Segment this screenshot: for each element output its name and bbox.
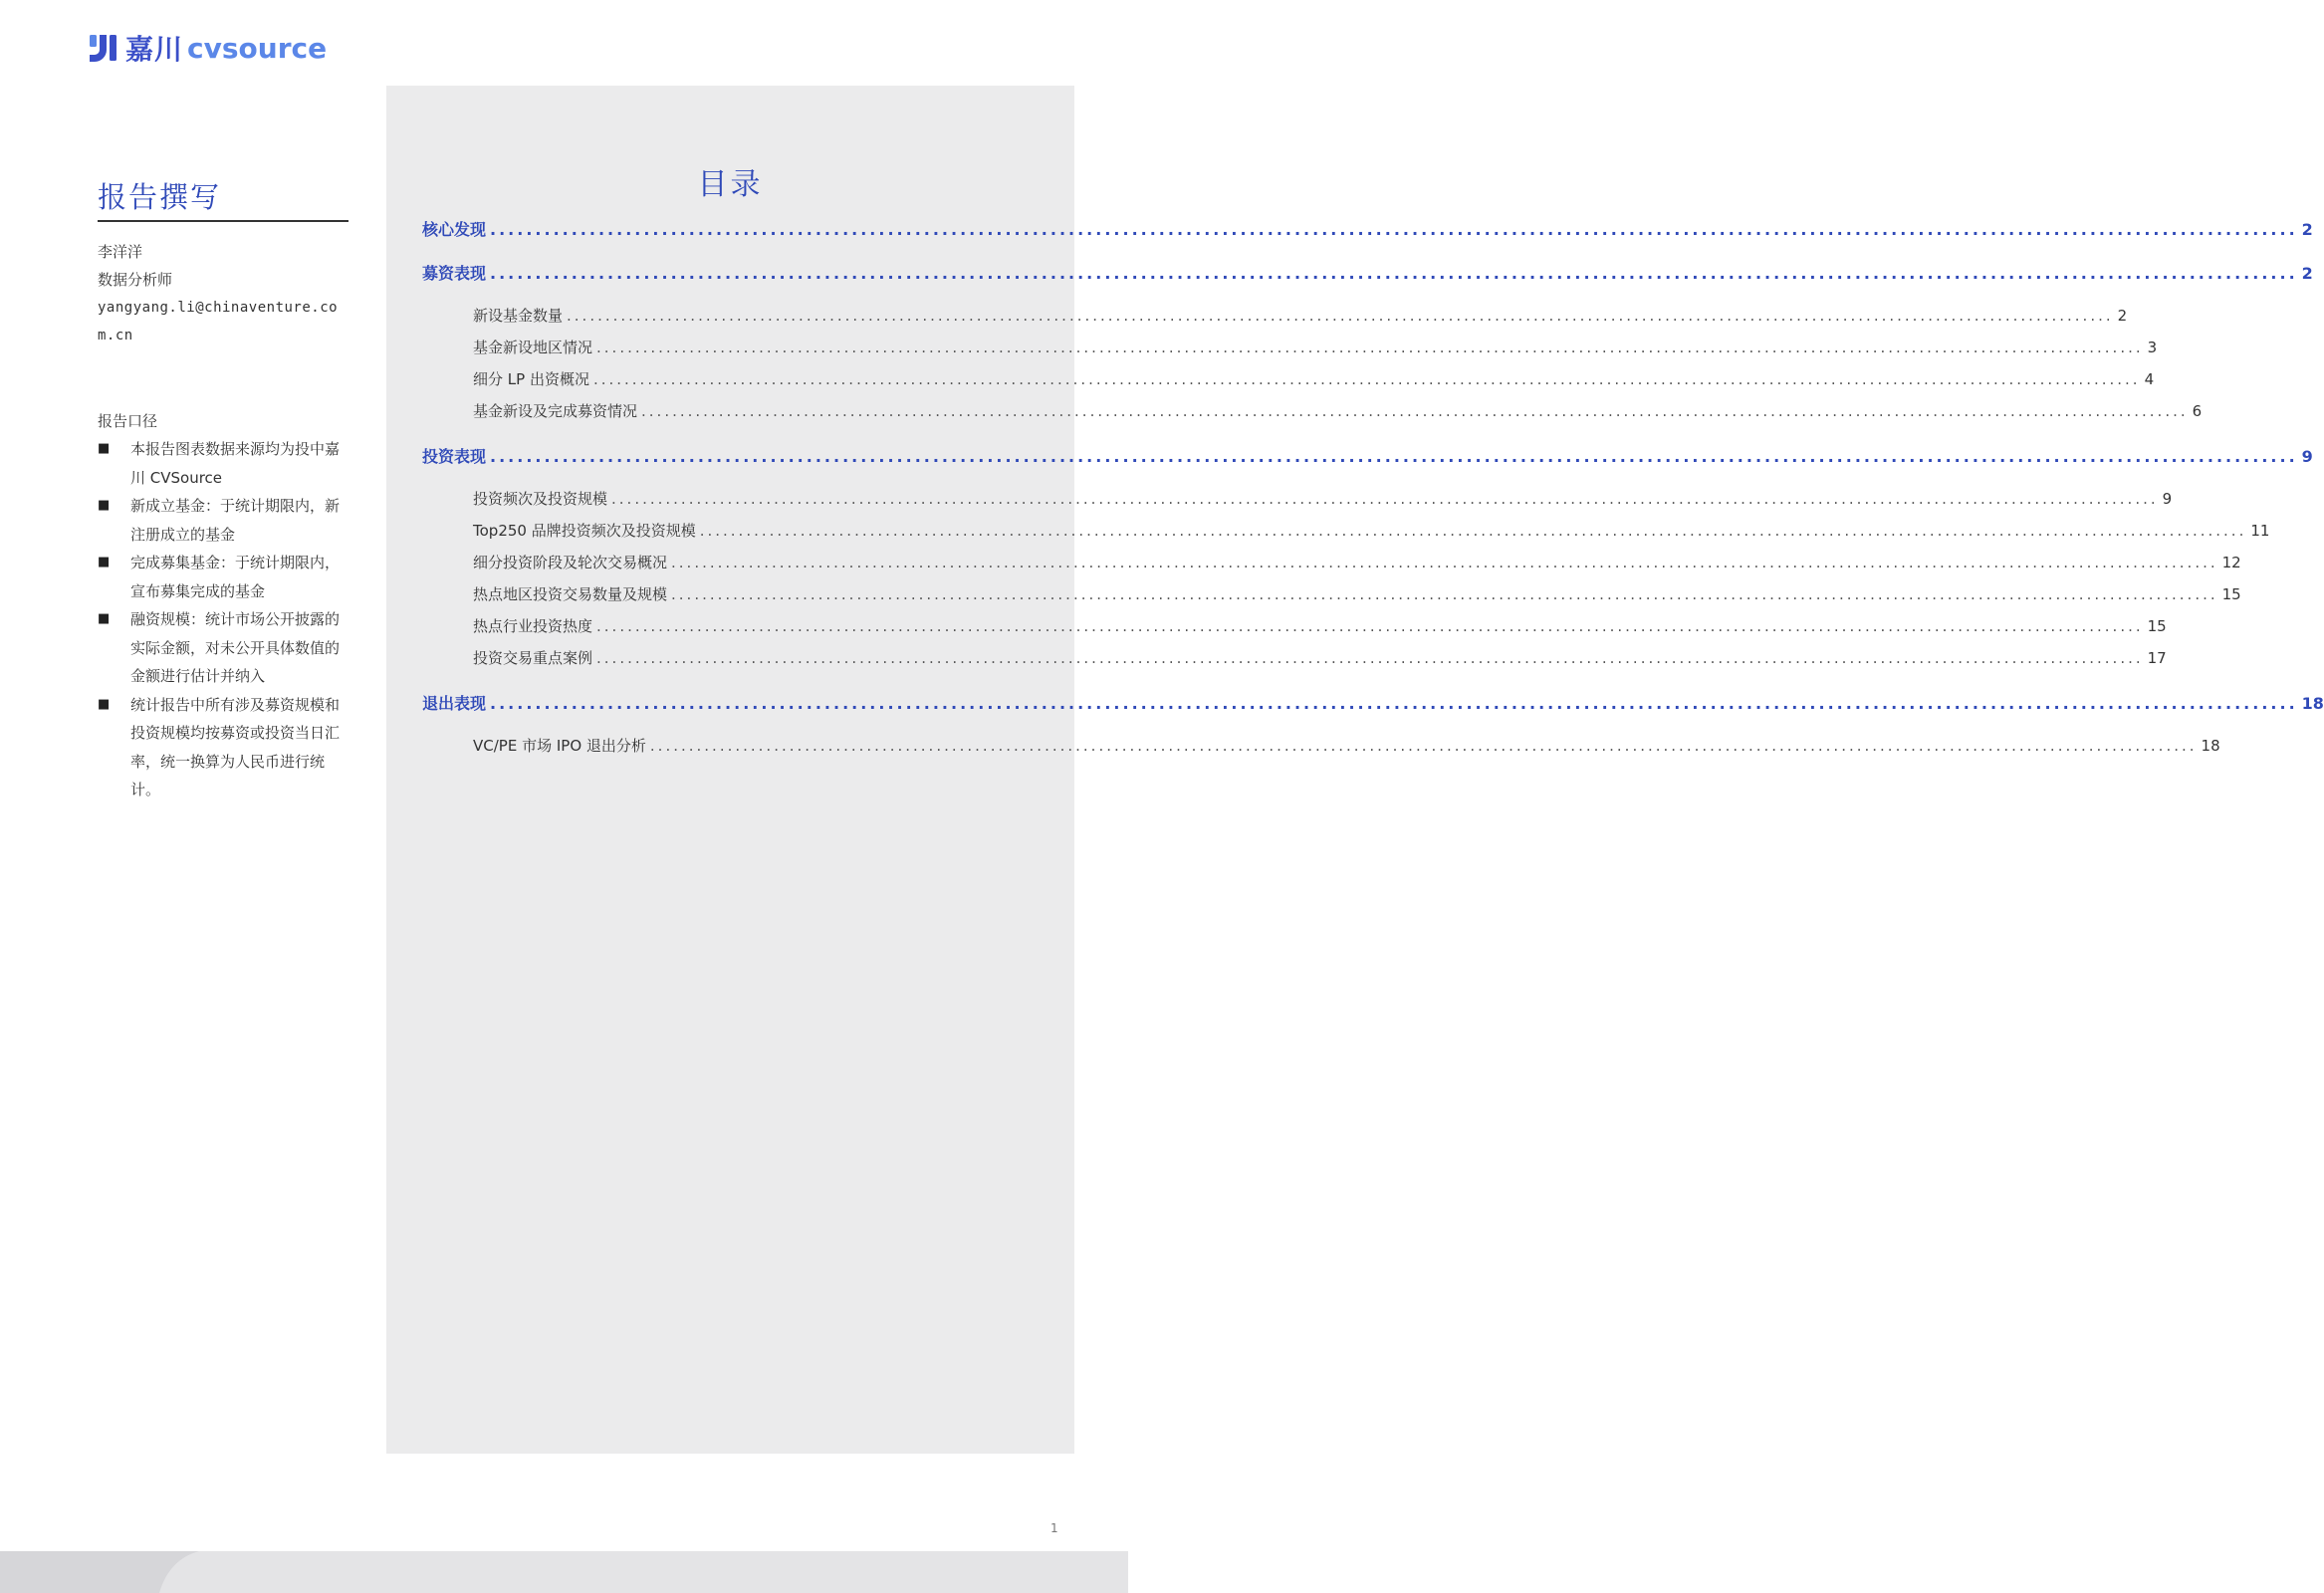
toc-entry[interactable] [473,305,2128,326]
page-number: 1 [1050,1521,1058,1535]
footer-swoosh-icon [0,1551,199,1593]
toc-entry-label: Top250 品牌投资频次及投资规模 [473,522,696,540]
toc-leader-dots: ........................................................................................................................................................................................................ [490,694,2298,713]
scope-item-text: 本报告图表数据来源均为投中嘉川 CVSource [130,440,341,487]
toc-leader-dots: ........................................................................................................................................................................................................ [671,554,2218,571]
toc-entry-label: 投资表现 [422,447,487,466]
toc-entry-label: 细分投资阶段及轮次交易概况 [473,554,668,571]
bullet-square-icon: ■ [98,611,111,626]
toc-entry[interactable] [473,552,2241,572]
toc-entry[interactable] [473,368,2155,389]
toc-entry-page: 6 [2192,402,2203,420]
toc-leader-dots: ........................................................................................................................................................................................................ [596,649,2144,667]
logo-mark-icon [88,32,119,64]
toc-panel [386,86,2324,1454]
toc-entry[interactable] [422,444,2313,467]
brand-logo [88,30,327,66]
footer-band [0,1551,1128,1593]
bullet-square-icon: ■ [98,498,111,513]
toc-entry-page: 18 [2201,737,2220,755]
scope-item [98,492,349,549]
toc-entry[interactable] [473,735,2220,756]
scope-item-text: 完成募集基金：于统计期限内，宣布募集完成的基金 [130,554,341,600]
toc-entry-label: 退出表现 [422,694,487,713]
toc-entry-label: 热点地区投资交易数量及规模 [473,585,668,603]
toc-leader-dots: ........................................................................................................................................................................................................ [596,339,2144,356]
toc-entry-label: 细分 LP 出资概况 [473,370,589,388]
scope-list [98,435,349,804]
toc-leader-dots: ........................................................................................................................................................................................................ [490,220,2298,239]
toc-entry[interactable] [473,520,2270,541]
toc-entry-page: 17 [2147,649,2167,667]
toc-leader-dots: ........................................................................................................................................................................................................ [567,307,2114,325]
toc-entry-page: 18 [2301,694,2324,713]
toc-entry[interactable] [473,337,2158,357]
toc-leader-dots: ........................................................................................................................................................................................................ [641,402,2189,420]
toc-entry[interactable] [473,488,2173,509]
toc-entry-page: 15 [2221,585,2241,603]
toc-entry-label: 核心发现 [422,220,487,239]
toc-entry-page: 15 [2147,617,2167,635]
toc-entry-page: 2 [2117,307,2128,325]
author-heading: 报告撰写 [98,175,349,222]
scope-item-text: 统计报告中所有涉及募资规模和投资规模均按募资或投资当日汇率，统一换算为人民币进行统计。 [130,695,341,798]
toc-entry-label: 新设基金数量 [473,307,564,325]
scope-item-text: 融资规模：统计市场公开披露的实际金额，对未公开具体数值的金额进行估计并纳入 [130,610,341,685]
toc-entry-page: 4 [2144,370,2155,388]
scope-item-text: 新成立基金：于统计期限内，新注册成立的基金 [130,497,341,544]
toc-entry-page: 12 [2221,554,2241,571]
toc-entry[interactable] [473,647,2167,668]
toc-leader-dots: ........................................................................................................................................................................................................ [649,737,2198,755]
toc-entry-page: 9 [2301,447,2313,466]
author-role: 数据分析师 [98,271,173,289]
toc-entry-label: 基金新设及完成募资情况 [473,402,638,420]
toc-entry-label: 投资频次及投资规模 [473,490,608,508]
toc-entry-page: 2 [2301,264,2313,283]
toc-entry[interactable] [473,400,2203,421]
toc-leader-dots: ........................................................................................................................................................................................................ [596,617,2144,635]
toc-entry[interactable] [473,583,2241,604]
toc-entry[interactable] [422,691,2324,714]
toc-entry[interactable] [422,217,2313,240]
toc-title: 目录 [697,167,764,202]
toc-entry-page: 9 [2162,490,2173,508]
toc-leader-dots: ........................................................................................................................................................................................................ [699,522,2247,540]
author-name: 李洋洋 [98,243,143,261]
author-sidebar [98,175,349,804]
toc-entry-page: 11 [2250,522,2270,540]
toc-leader-dots: ........................................................................................................................................................................................................ [490,447,2298,466]
bullet-square-icon: ■ [98,555,111,569]
toc-entry-label: 基金新设地区情况 [473,339,593,356]
toc-entry[interactable] [473,615,2167,636]
brand-name-en: cvsource [187,31,328,65]
toc-entry-label: VC/PE 市场 IPO 退出分析 [473,737,646,755]
scope-item [98,691,349,804]
toc-entry-label: 募资表现 [422,264,487,283]
scope-heading: 报告口径 [98,412,158,430]
toc-leader-dots: ........................................................................................................................................................................................................ [490,264,2298,283]
toc-leader-dots: ........................................................................................................................................................................................................ [671,585,2218,603]
author-email[interactable]: yangyang.li@chinaventure.com.cn [98,300,339,343]
toc-entry-label: 投资交易重点案例 [473,649,593,667]
scope-item [98,605,349,691]
scope-item [98,549,349,605]
toc-entry-label: 热点行业投资热度 [473,617,593,635]
toc-leader-dots: ........................................................................................................................................................................................................ [592,370,2141,388]
brand-name-cn: 嘉川 [125,33,184,66]
bullet-square-icon: ■ [98,441,111,456]
toc-entry-page: 2 [2301,220,2313,239]
scope-item [98,435,349,492]
toc-leader-dots: ........................................................................................................................................................................................................ [611,490,2159,508]
toc-entry-page: 3 [2147,339,2158,356]
toc-entry[interactable] [422,261,2313,284]
bullet-square-icon: ■ [98,696,111,712]
